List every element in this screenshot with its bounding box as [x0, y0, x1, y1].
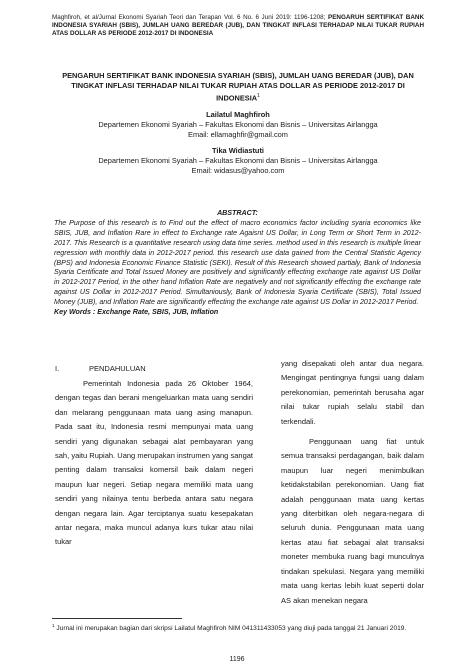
page-number: 1196: [229, 656, 245, 663]
author-email: Email: widasus@yahoo.com: [191, 166, 285, 175]
left-column: [55, 377, 253, 550]
author-name: Tika Widiastuti: [212, 146, 264, 155]
author-email: Email: ellamaghfir@gmail.com: [188, 130, 288, 139]
body-paragraph: Pemerintah Indonesia pada 26 Oktober 1964, dengan tegas dan berani mengeluarkan mata uang sendiri dan melarang penggunaan mata uang asing manapun. Pada saat itu, Indonesia resmi mempunyai mata uang sendiri yang digunakan sebagai alat pembayaran yang sah, yaitu Rupiah. Uang merupakan instrumen yang sangat penting dalam transaksi komersil baik dalam negeri maupun luar negeri. Setiap negara memiliki mata uang sendiri yang nilainya tentu berbeda antara satu negara dengan negara lain. Agar terciptanya suatu kesepakatan antar negara, maka muncul adanya kurs tukar atau nilai tukar: [55, 379, 253, 547]
section-number: I.: [55, 364, 60, 373]
abstract-keywords: Key Words : Exchange Rate, SBIS, JUB, Inflation: [54, 308, 219, 317]
author-block-2: [54, 146, 422, 176]
header-title: PENGARUH SERTIFIKAT BANK INDONESIA SYARIAH (SBIS), JUMLAH UANG BEREDAR (JUB), DAN TINGKAT INFLASI TERHADAP NILAI TUKAR RUPIAH ATAS DOLLAR AS PERIODE 2012-2017 DI INDONESIA: [52, 14, 424, 38]
author-name: Lailatul Maghfiroh: [206, 110, 270, 119]
title-footnote-mark: 1: [257, 93, 260, 99]
abstract-heading: ABSTRACT:: [217, 209, 258, 217]
author-block-1: [54, 110, 422, 140]
body-paragraph: yang disepakati oleh antar dua negara. Mengingat pentingnya fungsi uang dalam perekonomian, pemerintah berusaha agar nilai tukar rupiah selalu stabil dan terkendali.: [281, 359, 424, 426]
abstract-body: The Purpose of this research is to Find out the effect of macro economics factor including syaria economics like SBIS, JUB, and Inflation Rare in effect to Exchange rate Agaisnt US Dollar, in Long Term or Short Term in 2012-2017. This Research is a quantitative research using data time series. method used in this research is multiple linear regression with monthly data in 2012-2017 period. this research use data gained from the Central Statistic Agency (BPS) and Indonesia Economic Finance Statistic (SEKI). Result of this Research showed partialy, Bank of Indonesia Syaria Certificate and Total Issued Money are positively and significantly effecting exchange rate against US Dollar in 2012-2017 Period, in the other hand Inflation Rate are negatively and not significantly effecting the exchange rate against US Dollar in 2012-2017 Period. Simultaniously, Bank of Indonesia Syaria Certificate (SBIS), Total Issued Money (JUB), and Inflation Rate are significantly effecting the exchange rate against US Dollar in 2012-2017 Period.: [54, 218, 421, 307]
right-column: [281, 357, 424, 608]
running-header: [52, 14, 424, 39]
footnote: [52, 621, 424, 633]
author-affiliation: Departemen Ekonomi Syariah – Fakultas Ekonomi dan Bisnis – Universitas Airlangga: [98, 120, 378, 129]
header-citation: Maghfiroh, et al/Jurnal Ekonomi Syariah Teori dan Terapan Vol. 6 No. 6 Juni 2019: 1196-1208;: [52, 14, 326, 21]
paper-title-text: PENGARUH SERTIFIKAT BANK INDONESIA SYARIAH (SBIS), JUMLAH UANG BEREDAR (JUB), DAN TINGKAT INFLASI TERHADAP NILAI TUKAR RUPIAH ATAS DOLLAR AS PERIODE 2012-2017 DI INDONESIA: [62, 71, 414, 103]
body-paragraph: Penggunaan uang fiat untuk semua transaksi perdagangan, baik dalam maupun luar negeri menimbulkan ketidakstabilan perekonomian. Uang fiat adalah penggunaan mata uang kertas yang diterbitkan oleh negara-negara di seluruh dunia. Penggunaan mata uang kertas atau fiat sebagai alat transaksi moneter membuka ruang bagi munculnya tindakan spekulasi. Negara yang memiliki mata uang kertas lebih kuat seperti dolar AS akan menekan negara: [281, 437, 424, 605]
author-affiliation: Departemen Ekonomi Syariah – Fakultas Ekonomi dan Bisnis – Universitas Airlangga: [98, 156, 378, 165]
section-label: PENDAHULUAN: [89, 364, 146, 373]
abstract: [54, 209, 421, 318]
footnote-mark: 1: [52, 623, 55, 628]
footnote-text: Jurnal ini merupakan bagian dari skripsi Lailatul Maghfiroh NIM 041311433053 yang diuji pada tanggal 21 Januari 2019.: [56, 625, 407, 633]
paper-title: [54, 71, 422, 103]
footnote-divider: [52, 618, 182, 619]
